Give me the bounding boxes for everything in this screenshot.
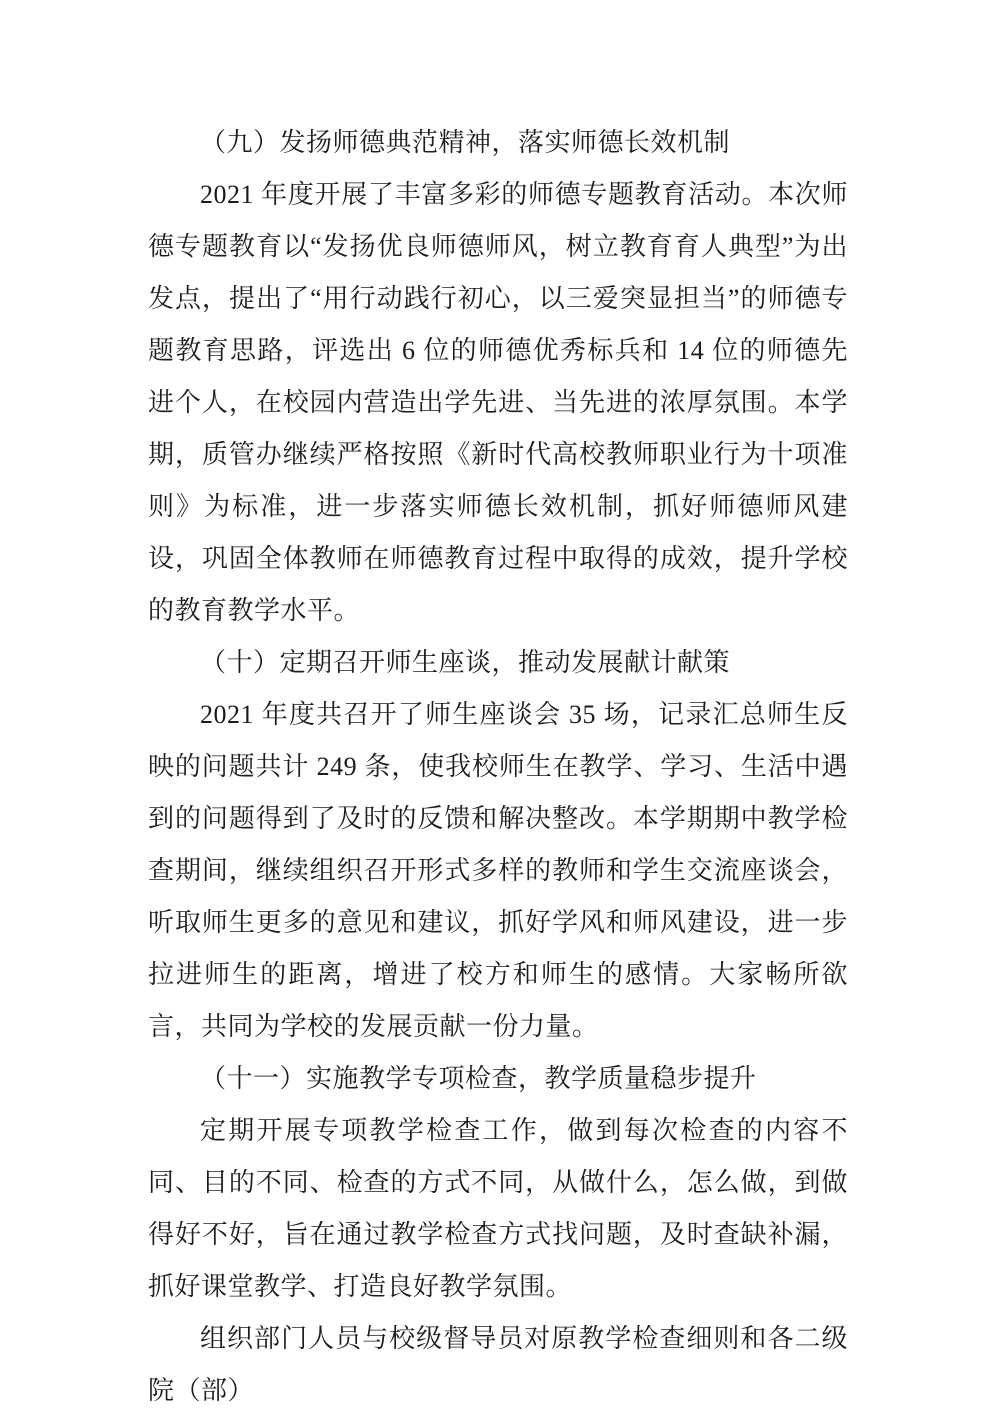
document-body [148,117,848,1417]
section-heading-11: （十一）实施教学专项检查，教学质量稳步提升 [200,1064,757,1093]
paragraph-forum-meetings: 2021 年度共召开了师生座谈会 35 场，记录汇总师生反映的问题共计 249 条，使我校师生在教学、学习、生活中遇到的问题得到了及时的反馈和解决整改。本学期期中教学检查期间，继续组织召开形式多样的教师和学生交流座谈会，听取师生更多的意见和建议，抓好学风和师风建设，进一步拉进师生的距离，增进了校方和师生的感情。大家畅所欲言，共同为学校的发展贡献一份力量。 [148,700,848,1041]
paragraph-teaching-inspection: 定期开展专项教学检查工作，做到每次检查的内容不同、目的不同、检查的方式不同，从做什么，怎么做，到做得好不好，旨在通过教学检查方式找问题，及时查缺补漏，抓好课堂教学、打造良好教学氛围。 [148,1116,848,1301]
paragraph-inspection-rules: 组织部门人员与校级督导员对原教学检查细则和各二级院（部） [148,1324,848,1405]
section-heading-9: （九）发扬师德典范精神，落实师德长效机制 [200,128,731,157]
paragraph-teacher-ethics: 2021 年度开展了丰富多彩的师德专题教育活动。本次师德专题教育以“发扬优良师德师风，树立教育育人典型”为出发点，提出了“用行动践行初心，以三爱突显担当”的师德专题教育思路，评选出 6 位的师德优秀标兵和 14 位的师德先进个人，在校园内营造出学先进、当先进的浓厚氛围。本学期，质管办继续严格按照《新时代高校教师职业行为十项准则》为标准，进一步落实师德长效机制，抓好师德师风建设，巩固全体教师在师德教育过程中取得的成效，提升学校的教育教学水平。 [148,180,848,625]
section-heading-10: （十）定期召开师生座谈，推动发展献计献策 [200,648,731,677]
